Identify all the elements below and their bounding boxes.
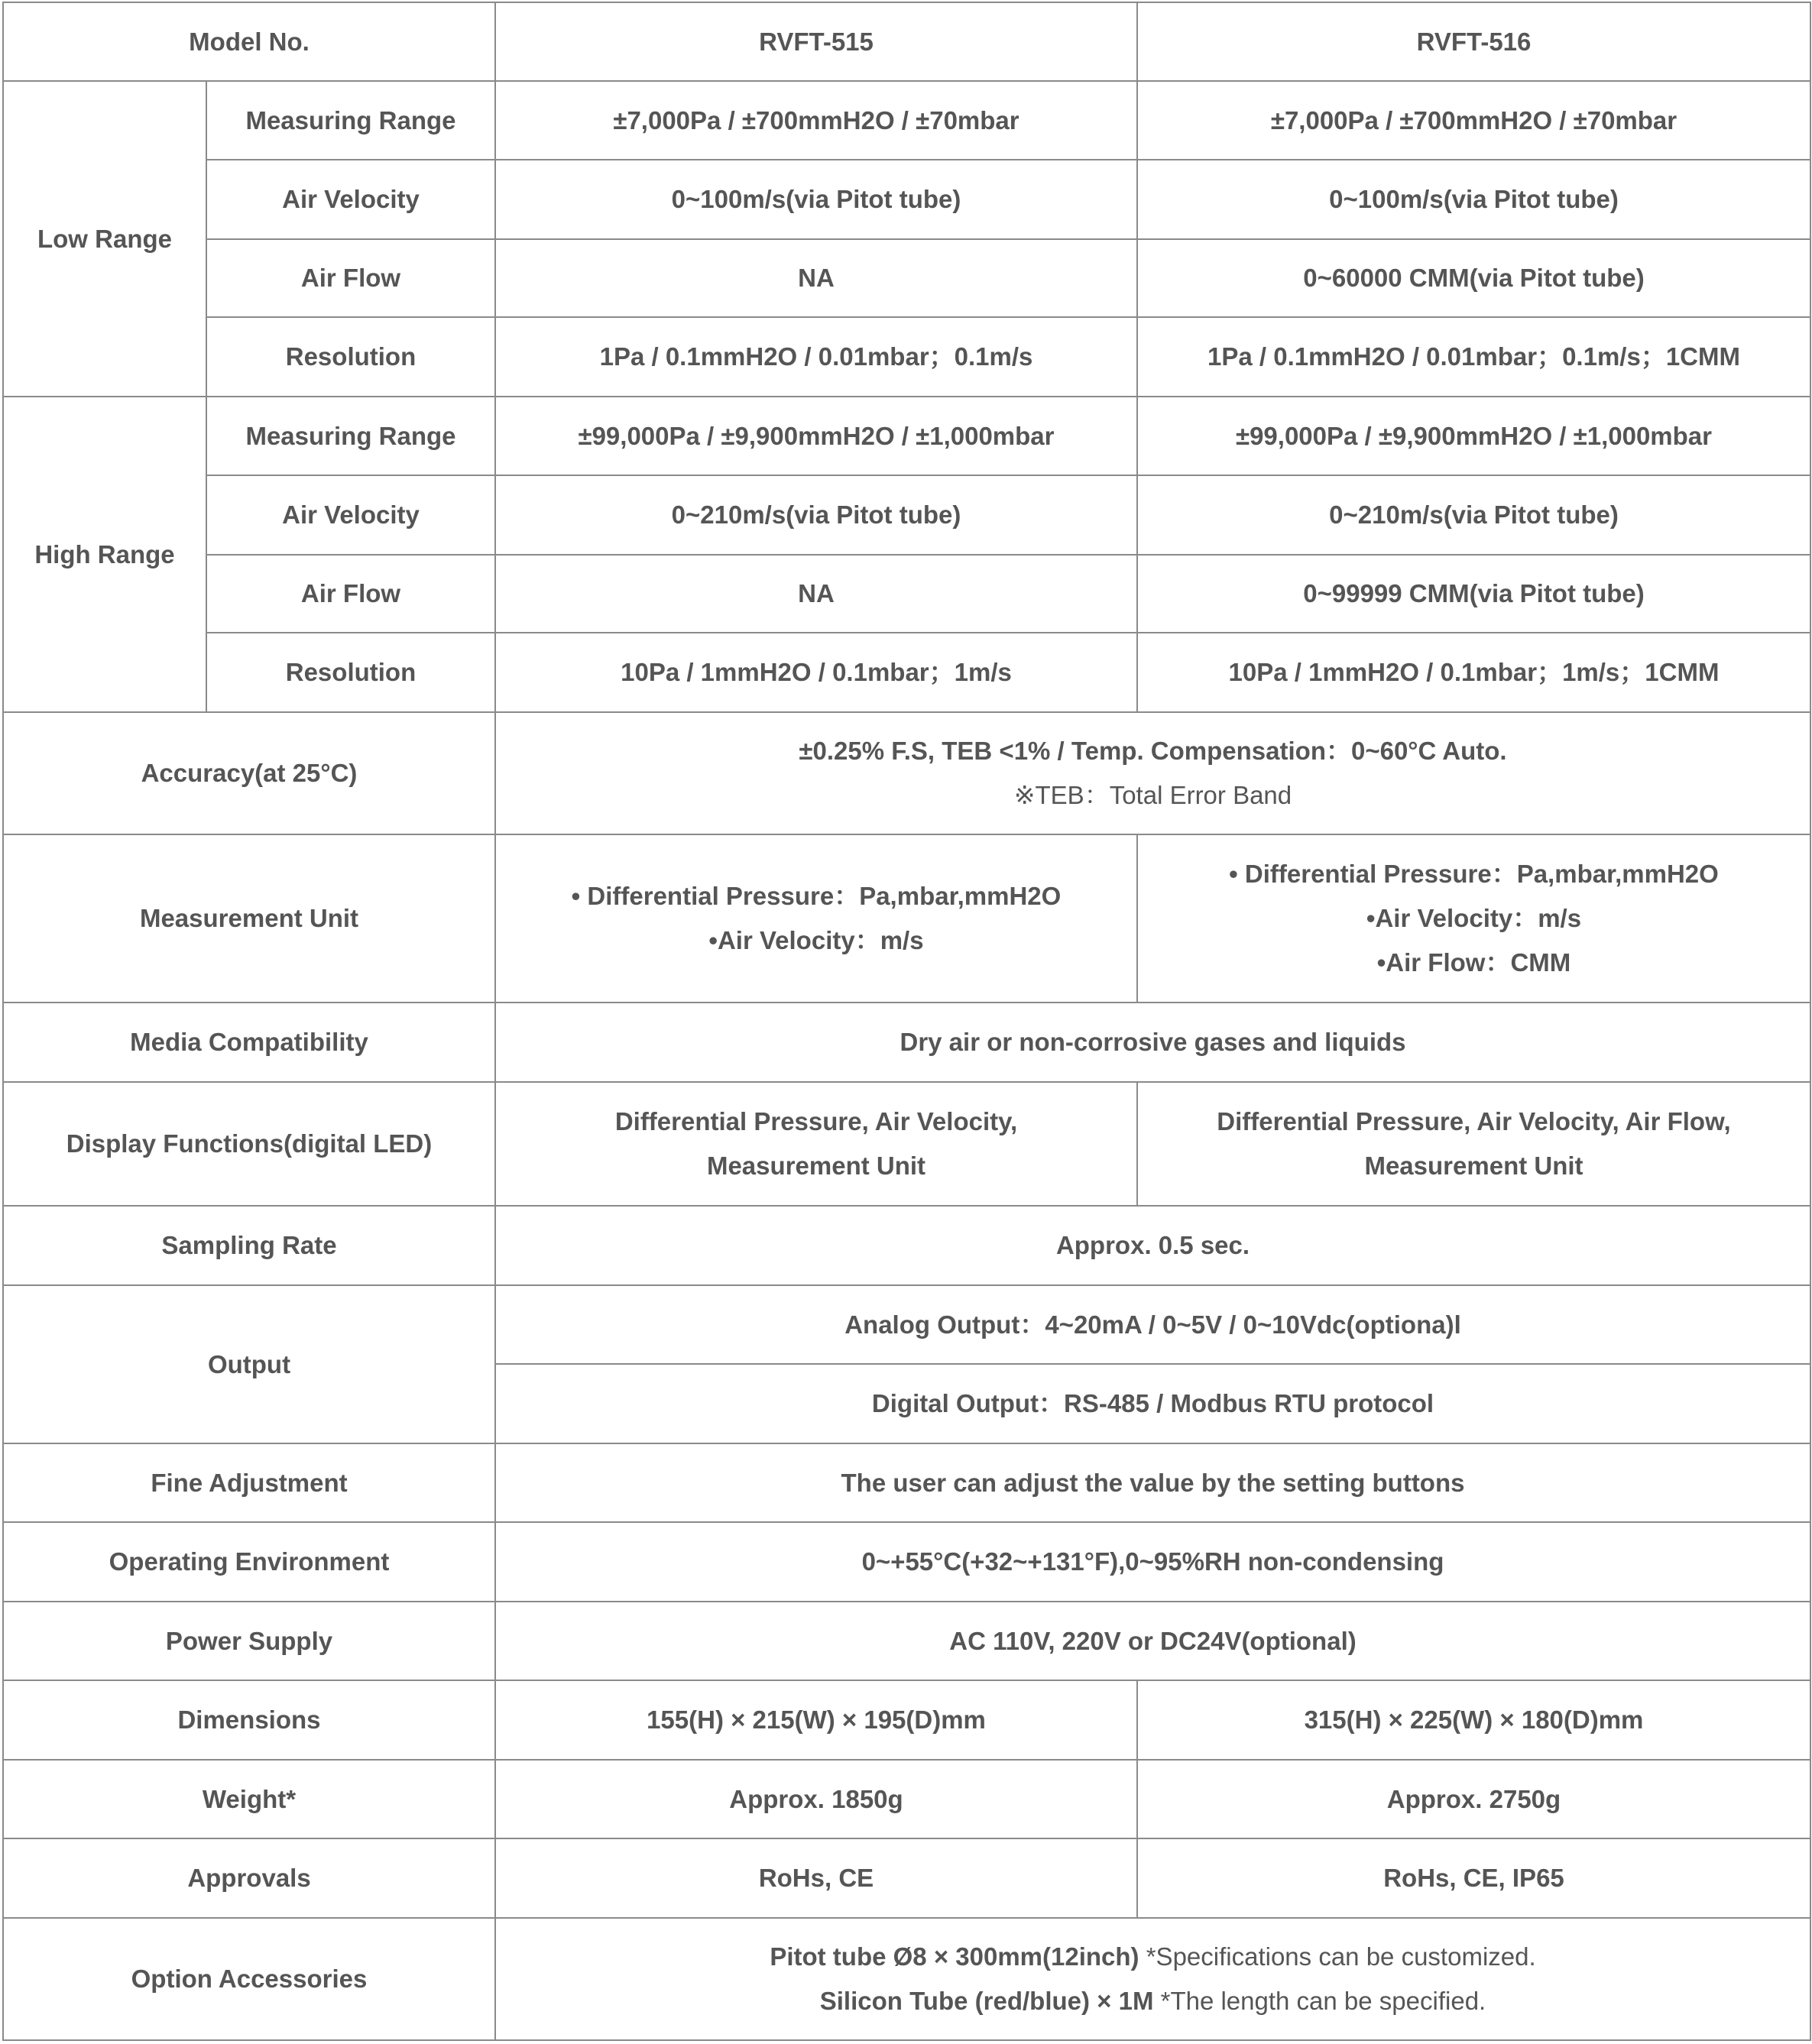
- unit-item: •Air Velocity：m/s: [1366, 904, 1582, 932]
- output-label: Output: [3, 1285, 495, 1443]
- cell-model-a: 10Pa / 1mmH2O / 0.1mbar；1m/s: [495, 633, 1137, 712]
- cell-model-b: 0~60000 CMM(via Pitot tube): [1137, 239, 1810, 317]
- unit-item: •Air Velocity：m/s: [708, 926, 924, 954]
- approvals-label: Approvals: [3, 1838, 495, 1918]
- unit-item: •Air Flow：CMM: [1376, 948, 1571, 977]
- display-line: Differential Pressure, Air Velocity, Air Flow,: [1217, 1107, 1731, 1135]
- weight-label: Weight*: [3, 1760, 495, 1838]
- accessory-item: Pitot tube Ø8 × 300mm(12inch): [770, 1942, 1139, 1971]
- row-label: Air Velocity: [206, 475, 495, 555]
- display-line: Measurement Unit: [706, 1152, 926, 1180]
- spec-table: [2, 2, 1811, 2041]
- digital-output: Digital Output：RS-485 / Modbus RTU protocol: [495, 1364, 1810, 1443]
- table-row: [3, 1443, 1810, 1522]
- operating-env-label: Operating Environment: [3, 1522, 495, 1602]
- fine-adjustment-value: The user can adjust the value by the setting buttons: [495, 1443, 1810, 1522]
- cell-model-a: ±7,000Pa / ±700mmH2O / ±70mbar: [495, 81, 1137, 160]
- table-row: [3, 239, 1810, 317]
- table-row: [3, 397, 1810, 475]
- row-label: Air Velocity: [206, 160, 495, 239]
- cell-model-a: [495, 1082, 1137, 1206]
- table-row: [3, 555, 1810, 633]
- unit-item: • Differential Pressure：Pa,mbar,mmH2O: [571, 882, 1062, 910]
- teb-note: ※TEB：Total Error Band: [1013, 781, 1292, 809]
- dimensions-label: Dimensions: [3, 1680, 495, 1760]
- measurement-unit-label: Measurement Unit: [3, 834, 495, 1003]
- table-row: [3, 1760, 1810, 1838]
- operating-env-value: 0~+55°C(+32~+131°F),0~95%RH non-condensing: [495, 1522, 1810, 1602]
- accuracy-line: ±0.25% F.S, TEB <1% / Temp. Compensation：0~60°C Auto.: [799, 737, 1507, 765]
- cell-model-a: 0~210m/s(via Pitot tube): [495, 475, 1137, 555]
- cell-model-a: [495, 834, 1137, 1003]
- media-label: Media Compatibility: [3, 1003, 495, 1082]
- table-row: [3, 1285, 1810, 1364]
- cell-model-b: [1137, 834, 1810, 1003]
- cell-model-b: 1Pa / 0.1mmH2O / 0.01mbar；0.1m/s；1CMM: [1137, 317, 1810, 397]
- cell-model-b: 0~99999 CMM(via Pitot tube): [1137, 555, 1810, 633]
- cell-model-b: Approx. 2750g: [1137, 1760, 1810, 1838]
- table-row-measurement-unit: [3, 834, 1810, 1003]
- analog-output: Analog Output：4~20mA / 0~5V / 0~10Vdc(optiona)l: [495, 1285, 1810, 1364]
- media-value: Dry air or non-corrosive gases and liquids: [495, 1003, 1810, 1082]
- row-label: Measuring Range: [206, 397, 495, 475]
- cell-model-a: RoHs, CE: [495, 1838, 1137, 1918]
- display-line: Differential Pressure, Air Velocity,: [614, 1107, 1018, 1135]
- table-row-accessories: [3, 1918, 1810, 2040]
- cell-model-a: Approx. 1850g: [495, 1760, 1137, 1838]
- cell-model-a: 1Pa / 0.1mmH2O / 0.01mbar；0.1m/s: [495, 317, 1137, 397]
- header-label: Model No.: [3, 2, 495, 81]
- table-row-accuracy: [3, 712, 1810, 834]
- power-label: Power Supply: [3, 1602, 495, 1680]
- fine-adjustment-label: Fine Adjustment: [3, 1443, 495, 1522]
- row-label: Air Flow: [206, 555, 495, 633]
- sampling-value: Approx. 0.5 sec.: [495, 1206, 1810, 1285]
- model-b-header: RVFT-516: [1137, 2, 1810, 81]
- accessory-line: [504, 1979, 1802, 2023]
- table-row: [3, 1206, 1810, 1285]
- accuracy-value: [495, 712, 1810, 834]
- cell-model-b: ±7,000Pa / ±700mmH2O / ±70mbar: [1137, 81, 1810, 160]
- table-row-display: [3, 1082, 1810, 1206]
- unit-item: • Differential Pressure：Pa,mbar,mmH2O: [1229, 860, 1719, 888]
- table-row: [3, 81, 1810, 160]
- accessory-note: *Specifications can be customized.: [1139, 1942, 1536, 1971]
- cell-model-b: 315(H) × 225(W) × 180(D)mm: [1137, 1680, 1810, 1760]
- cell-model-b: RoHs, CE, IP65: [1137, 1838, 1810, 1918]
- cell-model-a: ±99,000Pa / ±9,900mmH2O / ±1,000mbar: [495, 397, 1137, 475]
- table-row: [3, 160, 1810, 239]
- sampling-label: Sampling Rate: [3, 1206, 495, 1285]
- table-row: [3, 1838, 1810, 1918]
- table-row-header: [3, 2, 1810, 81]
- accessory-line: [504, 1935, 1802, 1979]
- display-line: Measurement Unit: [1364, 1152, 1583, 1180]
- accessory-note: *The length can be specified.: [1153, 1987, 1486, 2015]
- table-row: [3, 1602, 1810, 1680]
- row-label: Air Flow: [206, 239, 495, 317]
- table-row: [3, 633, 1810, 712]
- cell-model-a: NA: [495, 239, 1137, 317]
- high-range-label: High Range: [3, 397, 206, 712]
- row-label: Resolution: [206, 633, 495, 712]
- accessories-value: [495, 1918, 1810, 2040]
- table-row: [3, 1680, 1810, 1760]
- cell-model-b: ±99,000Pa / ±9,900mmH2O / ±1,000mbar: [1137, 397, 1810, 475]
- cell-model-a: NA: [495, 555, 1137, 633]
- accessories-label: Option Accessories: [3, 1918, 495, 2040]
- row-label: Measuring Range: [206, 81, 495, 160]
- power-value: AC 110V, 220V or DC24V(optional): [495, 1602, 1810, 1680]
- row-label: Resolution: [206, 317, 495, 397]
- cell-model-b: 0~100m/s(via Pitot tube): [1137, 160, 1810, 239]
- low-range-label: Low Range: [3, 81, 206, 397]
- cell-model-b: 10Pa / 1mmH2O / 0.1mbar；1m/s；1CMM: [1137, 633, 1810, 712]
- table-row: [3, 475, 1810, 555]
- cell-model-a: 0~100m/s(via Pitot tube): [495, 160, 1137, 239]
- model-a-header: RVFT-515: [495, 2, 1137, 81]
- accessory-item: Silicon Tube (red/blue) × 1M: [819, 1987, 1154, 2015]
- accuracy-label: Accuracy(at 25°C): [3, 712, 495, 834]
- table-row: [3, 1522, 1810, 1602]
- display-label: Display Functions(digital LED): [3, 1082, 495, 1206]
- cell-model-b: 0~210m/s(via Pitot tube): [1137, 475, 1810, 555]
- cell-model-b: [1137, 1082, 1810, 1206]
- table-row: [3, 1003, 1810, 1082]
- table-row: [3, 317, 1810, 397]
- cell-model-a: 155(H) × 215(W) × 195(D)mm: [495, 1680, 1137, 1760]
